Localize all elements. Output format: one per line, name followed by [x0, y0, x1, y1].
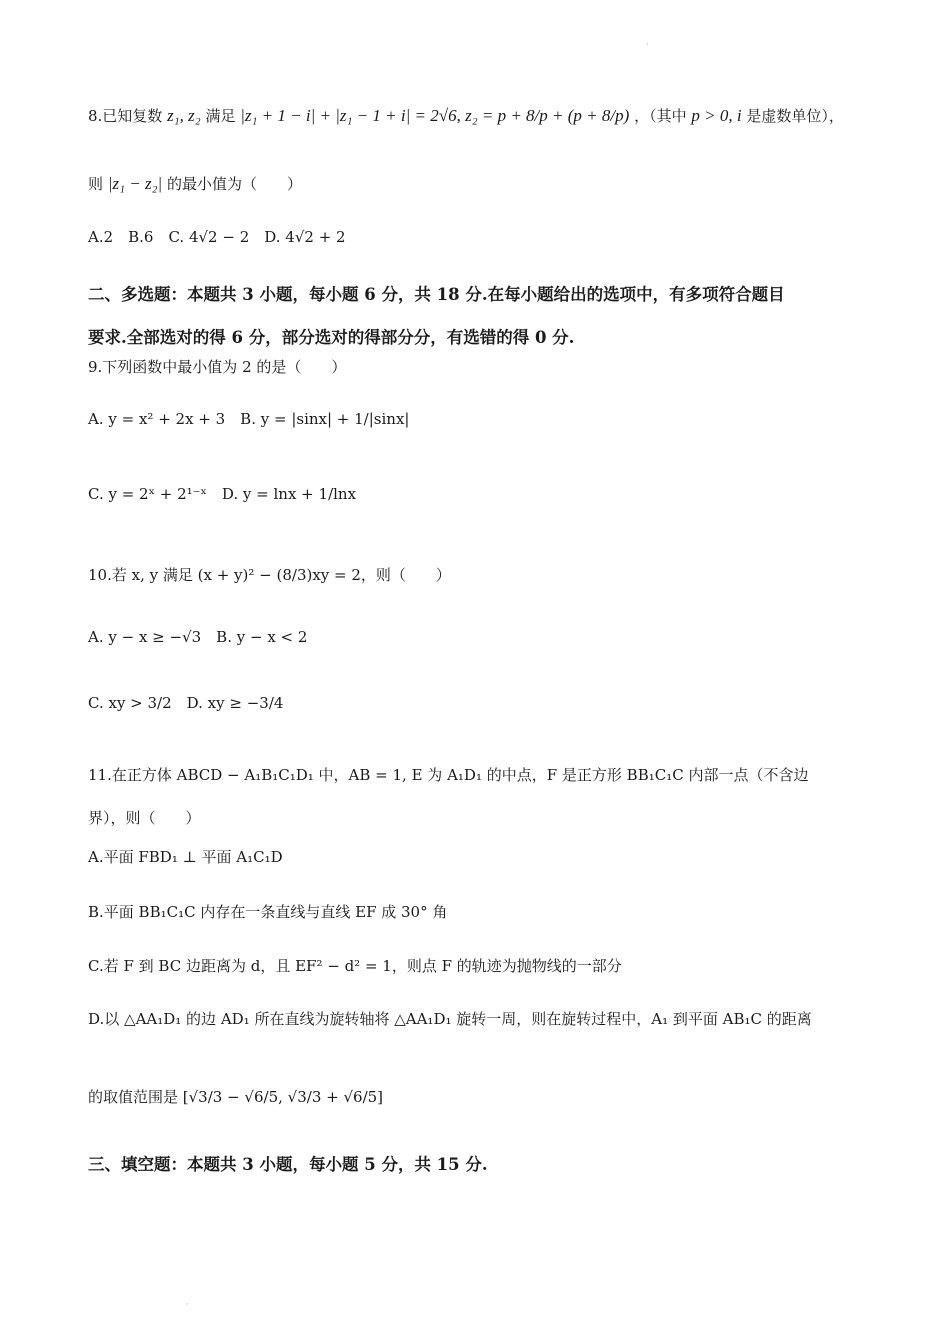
- question-11-option-b: B.平面 BB₁C₁C 内存在一条直线与直线 EF 成 30° 角: [88, 903, 448, 921]
- question-8-options: A.2 B.6 C. 4√2 − 2 D. 4√2 + 2: [88, 228, 346, 246]
- question-10-options-ab: A. y − x ≥ −√3 B. y − x < 2: [88, 628, 308, 646]
- section-3-heading: 三、填空题：本题共 3 小题，每小题 5 分，共 15 分.: [88, 1155, 488, 1174]
- q8-p-condition: p > 0, i: [691, 106, 742, 125]
- question-11-option-a: A.平面 FBD₁ ⊥ 平面 A₁C₁D: [88, 848, 283, 866]
- section-2-heading-line-2: 要求.全部选对的得 6 分，部分选对的得部分分，有选错的得 0 分.: [88, 328, 575, 347]
- margin-mark: ·: [646, 40, 649, 49]
- question-11-option-c: C.若 F 到 BC 边距离为 d，且 EF² − d² = 1，则点 F 的轨迹为抛物线的一部分: [88, 957, 622, 975]
- question-9-options-cd: C. y = 2ˣ + 2¹⁻ˣ D. y = lnx + 1/lnx: [88, 485, 357, 503]
- question-9-options-ab: A. y = x² + 2x + 3 B. y = |sinx| + 1/|sinx|: [88, 410, 410, 428]
- question-9-stem: 9.下列函数中最小值为 2 的是（ ）: [88, 358, 347, 376]
- question-8-line-2: 则 |z₁ − z₂| 的最小值为（ ）: [88, 174, 302, 193]
- q8-condition: |z₁ + 1 − i| + |z₁ − 1 + i| = 2√6, z₂ = p + 8/p + (p + 8/p): [240, 106, 630, 125]
- question-11-option-d-line-2: 的取值范围是 [√3/3 − √6/5, √3/3 + √6/5]: [88, 1088, 384, 1106]
- question-8-line-1: 8.已知复数 z₁, z₂ 满足 |z₁ + 1 − i| + |z₁ − 1 + i| = 2√6, z₂ = p + 8/p + (p + 8/p) ，（其中 p > 0, i 是虚数单位），: [88, 106, 844, 125]
- section-2-heading-line-1: 二、多选题：本题共 3 小题，每小题 6 分，共 18 分.在每小题给出的选项中，有多项符合题目: [88, 285, 785, 304]
- question-10-options-cd: C. xy > 3/2 D. xy ≥ −3/4: [88, 694, 284, 712]
- question-11-stem-line-1: 11.在正方体 ABCD − A₁B₁C₁D₁ 中，AB = 1, E 为 A₁D₁ 的中点，F 是正方形 BB₁C₁C 内部一点（不含边: [88, 766, 809, 784]
- q8-expression: |z₁ − z₂|: [107, 174, 163, 193]
- margin-mark: ·: [186, 1300, 189, 1309]
- question-11-option-d-line-1: D.以 △AA₁D₁ 的边 AD₁ 所在直线为旋转轴将 △AA₁D₁ 旋转一周，则在旋转过程中，A₁ 到平面 AB₁C 的距离: [88, 1010, 812, 1028]
- question-10-stem: 10.若 x, y 满足 (x + y)² − (8/3)xy = 2，则（ ）: [88, 566, 451, 584]
- q8-variables: z₁, z₂: [167, 106, 201, 125]
- question-11-stem-line-2: 界），则（ ）: [88, 809, 201, 827]
